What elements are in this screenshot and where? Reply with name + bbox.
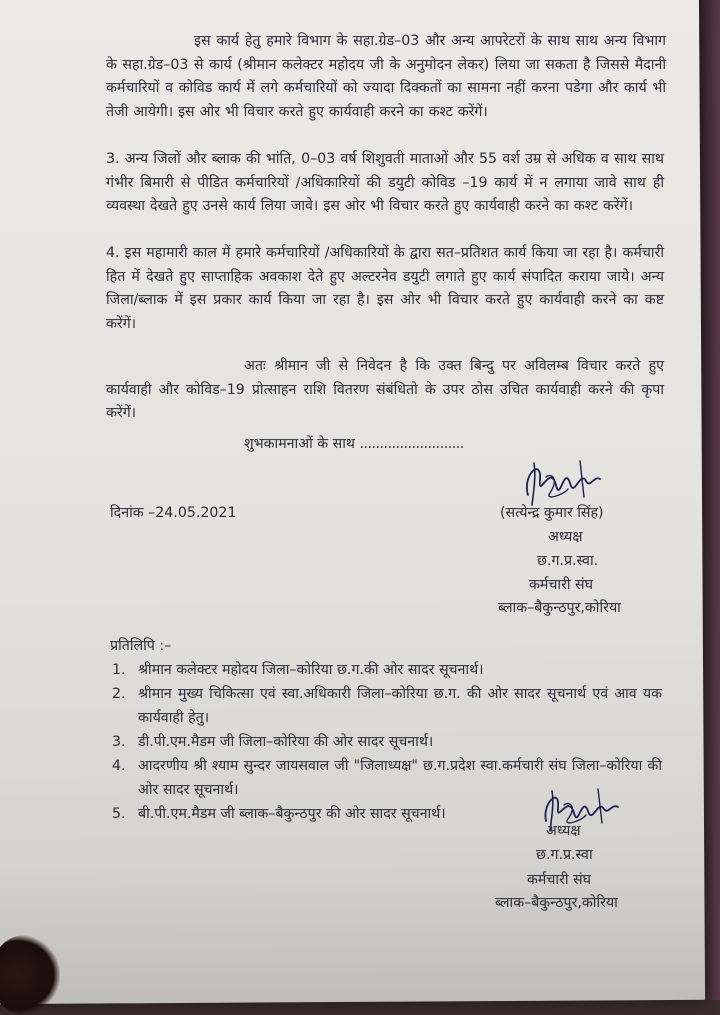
copy-to-item-text: बी.पी.एम.मैडम जी ब्लाक–बैकुन्ठपुर की ओर सादर सूचनार्थ। <box>138 806 446 822</box>
copy-to-item <box>112 659 662 683</box>
signatory-org-union: कर्मचारी संघ <box>529 577 594 593</box>
paragraph-request: अतः श्रीमान जी से निवेदन है कि उक्त बिन्दु पर अविलम्ब विचार करते हुए कार्यवाही और कोविड–19 प्रोत्साहन राशि वितरण संबंधितो के उपर ठोस उचित कार्यवाही करने की कृपा करेंगें। <box>106 358 664 421</box>
copy-to-item <box>112 803 542 827</box>
regards-text: शुभकामनाओं के साथ <box>244 436 355 452</box>
closing-regards <box>244 434 464 453</box>
copy-to-item-number: 5. <box>112 806 126 822</box>
paragraph-point-3: 3. अन्य जिलों और ब्लाक की भांति, 0–03 वर्ष शिशुवती माताओं और 55 वर्श उम्र से अधिक व साथ साथ गंभीर बिमारी से पीडित कर्मचारियों /अधिकारियों की डयुटी कोविड –19 कार्य में न लगाया जावे साथ ही व्यवस्था देखते हुए उनसे कार्य लिया जावे। इस ओर भी विचार करते हुए कार्यवाही करने का कश्ट करेंगें। <box>106 151 664 214</box>
signatory-2-location: ब्लाक–बैकुन्ठपुर,कोरिया <box>495 895 618 911</box>
copy-to-item <box>112 731 662 755</box>
signatory-org-short: छ.ग.प्र.स्वा. <box>537 553 599 569</box>
copy-to-item-text: श्रीमान कलेक्टर महोदय जिला–कोरिया छ.ग.की ओर सादर सूचनार्थ। <box>138 662 484 678</box>
paragraph-intro: इस कार्य हेतु हमारे विभाग के सहा.ग्रेड–03 और अन्य आपरेटरों के साथ साथ अन्य विभाग के सहा.ग्रेड–03 से कार्य (श्रीमान कलेक्टर महोदय जी के अनुमोदन लेकर) लिया जा सकता है जिससे मैदानी कर्मचारियों व कोविड कार्य में लगे कर्मचारियों को ज्यादा दिक्कतों का सामना नहीं करना पडेगा और कार्य भी तेजी आयेगी। इस ओर भी विचार करते हुए कार्यवाही करने का कश्ट करेंगें। <box>106 33 666 120</box>
copy-to-item-number: 2. <box>112 686 126 702</box>
signatory-name: (सत्येन्द्र कुमार सिंह) <box>500 505 604 521</box>
copy-to-item-number: 1. <box>112 662 126 678</box>
signatory-2-designation: अध्यक्ष <box>546 823 581 839</box>
copy-to-item <box>112 683 662 730</box>
signatory-designation: अध्यक्ष <box>548 529 583 545</box>
copy-to-item-text: डी.पी.एम.मैडम जी जिला–कोरिया की ओर सादर सूचनार्थ। <box>138 734 434 750</box>
signatory-2-org-short: छ.ग.प्र.स्वा <box>536 847 593 863</box>
copy-to-heading: प्रतिलिपि :– <box>110 638 172 654</box>
paragraph-point-4: 4. इस महामारी काल में हमारे कर्मचारियों /अधिकारियों के द्वारा सत–प्रतिशत कार्य किया जा रहा है। कर्मचारी हित में देखते हुए साप्ताहिक अवकाश देते हुए अल्टरनेव डयुटी लगाते हुए कार्य संपादित कराया जाये। अन्य जिला/ब्लाक में इस प्रकार कार्य किया जा रहा है। इस ओर भी विचार करते हुए कार्यवाही करने का कष्ट करेंगें। <box>106 245 664 332</box>
signature-1 <box>520 455 605 510</box>
copy-to-item-number: 4. <box>112 758 126 774</box>
signatory-2-org-union: कर्मचारी संघ <box>527 872 592 888</box>
signatory-location: ब्लाक–बैकुन्ठपुर,कोरिया <box>498 600 621 616</box>
letter-date: दिनांक –24.05.2021 <box>110 505 237 521</box>
copy-to-item-text: आदरणीय श्री श्याम सुन्दर जायसवाल जी "जिलाध्यक्ष" छ.ग.प्रदेश स्वा.कर्मचारी संघ जिला–कोरिया की ओर सादर सूचनार्थ। <box>138 758 662 798</box>
copy-to-item-text: श्रीमान मुख्य चिकित्सा एवं स्वा.अधिकारी जिला–कोरिया छ.ग. की ओर सादर सूचनार्थ एवं आव यक कार्यवाही हेतु। <box>138 686 662 726</box>
regards-dots: .......................... <box>359 436 464 452</box>
copy-to-item-number: 3. <box>112 734 126 750</box>
